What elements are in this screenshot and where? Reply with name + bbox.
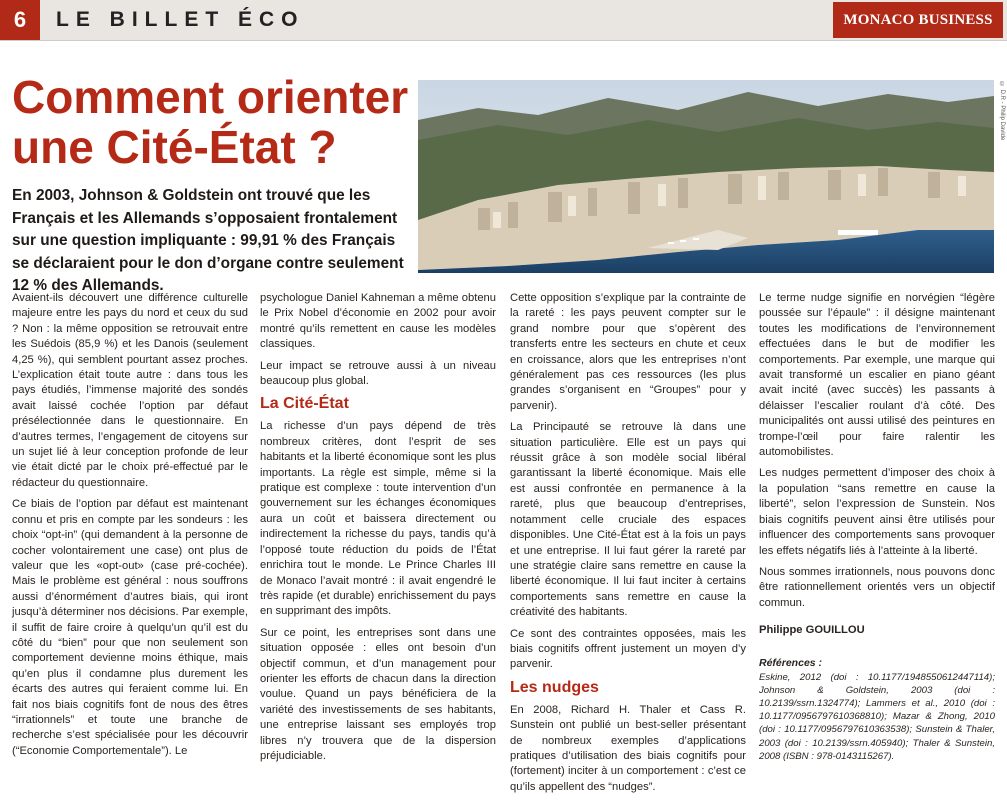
paragraph: psychologue Daniel Kahneman a même obtenu le Prix Nobel d’économie en 2002 pour avoir montré qu’ils remettent en cause les modèles classiques. [260, 292, 496, 351]
title-line-1: Comment orienter [12, 71, 409, 123]
column-2 [260, 291, 496, 770]
page-header [0, 0, 1007, 64]
author-signature: Philippe GOUILLOU [759, 624, 865, 637]
photo-credit: © D.R - Philip Davide [999, 82, 1005, 141]
paragraph: Le terme nudge signifie en norvégien “légère poussée sur l’épaule” : il désigne maintenant toutes les modifications de l’environnement effectuées dans le but de modifier les comportements. Par exemple, une marque qui avait transformé un escalier en piano géant avait incité (avec succès) les passants à délaisser l’escalier roulant d’à côté. Des municipalités ont aussi utilisé des peintures en trompe-l’œil pour faire ralentir les automobilistes. [759, 292, 995, 459]
paragraph: Nous sommes irrationnels, nous pouvons donc être rationnellement orientés vers un objectif commun. [759, 565, 995, 609]
article-title [12, 72, 412, 172]
paragraph: Ce biais de l’option par défaut est maintenant connu et pris en compte par les sondeurs : les choix “opt-in” (qui demandent à la personne de cocher volontairement une case) ont plus de valeur que les «opt-out» (case pré-cochée). Mais le problème est général : nous souffrons aussi d’énormément d’autres biais, qui iront jusqu’à déterminer nos décisions. Par exemple, il suffit de faire croire à quelqu’un qu’il est du côté du “bien” pour que non seulement son comportement devienne moins éthique, mais qu’en plus il condamne plus durement les écarts des autres qui feraient comme lui. En fait nos biais cognitifs font de nous des êtres “irrationnels” et toute une branche de recherche s’est spécialisée pour les découvrir (“Economie Comportementale”). Le [12, 498, 248, 757]
brand-logo: MONACO BUSINESS NEWS [833, 2, 1003, 38]
paragraph: Avaient-ils découvert une différence culturelle majeure entre les pays du nord et ceux du sud ? Non : la même opposition se retrouvait entre les Suédois (85,9 %) et les Danois (seulement 4,25 %), qui semblent pourtant assez proches. L’explication était toute autre : dans tous les pays étudiés, l’immense majorité des sondés avait laissé cochée l’option par défaut présélectionnée dans le questionnaire. En d’autres termes, l’engagement de citoyens sur un sujet lié à leur conception profonde de leur vie était dicté par le choix pré-effectué par le rédacteur du questionnaire. [12, 292, 248, 489]
paragraph: Sur ce point, les entreprises sont dans une situation opposée : elles ont besoin d’un objectif commun, et d’un management pour orienter les efforts de chacun dans la direction voulue. Quand un pays bénéficiera de la variété des investissements de ses habitants, une entreprise laissant ses employés trop libres n’y trouvera que de la dispersion préjudiciable. [260, 626, 496, 762]
paragraph: La richesse d’un pays dépend de très nombreux critères, dont l’esprit de ses habitants et la liberté économique sont les plus importants. La règle est simple, même si la pratique est complexe : toute intervention d’un gouvernement sur les échanges économiques aura un coût et baissera directement ou indirectement la richesse du pays, tandis qu’à l’opposé toute réduction du poids de l’État enrichira tout le monde. Le Prince Charles III de Monaco l’avait montré : il avait engendré le très rapide (et durable) enrichissement du pays en supprimant des impôts. [260, 420, 496, 618]
article-lead: En 2003, Johnson & Goldstein ont trouvé que les Français et les Allemands s’opposaient frontalement sur une question impliquante : 99,91 % des Français se déclaraient pour le don d’organe contre seulement 12 % des Allemands. [12, 187, 404, 294]
column-4 [759, 291, 995, 769]
page-number: 6 [0, 0, 40, 40]
title-line-2: une Cité-État ? [12, 121, 337, 173]
paragraph: La Principauté se retrouve là dans une situation particulière. Elle est un pays qui réussit grâce à son modèle social libéral garantissant la liberté économique. Mais elle est aussi confrontée en permanence à la rareté, plus que beaucoup d’entreprises, notamment celle cruciale des espaces disponibles. Une Cité-État est à la fois un pays et une entreprise. Il lui faut gérer la rareté par une stratégie claire sans remettre en cause la liberté économique. Il lui faut inciter à certains comportements sans remettre en cause la créativité des habitants. [510, 421, 746, 619]
subheading-nudges: Les nudges [510, 678, 599, 696]
paragraph: Les nudges permettent d’imposer des choix à la population “sans remettre en cause la liberté”, selon l’expression de Sunstein. Nos biais cognitifs peuvent ainsi être utilisés pour influencer des comportements sans provoquer les effets négatifs liés à l’atteinte à la liberté. [759, 467, 995, 557]
paragraph: Leur impact se retrouve aussi à un niveau beaucoup plus global. [260, 359, 496, 388]
subheading-cite-etat: La Cité-État [260, 395, 349, 413]
column-1 [12, 291, 248, 765]
monaco-photo [418, 80, 994, 273]
section-title: LE BILLET ÉCO [56, 8, 305, 31]
paragraph: Cette opposition s’explique par la contrainte de la rareté : les pays peuvent compter sur le grand nombre pour que s’opèrent des transferts entre les secteurs en chute et ceux en croissance, alors que les entreprises n’ont généralement pas ces ressources (les plus grandes s’organisent en “Groupes” pour y parvenir). [510, 292, 746, 412]
column-3 [510, 291, 746, 801]
references-heading: Références : [759, 656, 823, 669]
monaco-photo-illustration [418, 80, 994, 273]
references: Eskine, 2012 (doi : 10.1177/1948550612447114); Johnson & Goldstein, 2003 (doi : 10.2139/ssrn.1324774); Lammers et al., 2010 (doi : 10.1177/0956797610368810); Mazar & Zhong, 2010 (doi : 10.1177/0956797610363538); Sunstein & Thaler, 2003 (doi : 10.2139/ssrn.405940); Thaler & Sunstein, 2008 (ISBN : 978-0143115267). [759, 671, 995, 762]
paragraph: En 2008, Richard H. Thaler et Cass R. Sunstein ont publié un best-seller présentant de nombreux exemples d’applications pratiques d’utilisation des biais cognitifs pour (fortement) inciter à un comportement : c’est ce qu’ils appellent des “nudges”. [510, 703, 746, 793]
paragraph: Ce sont des contraintes opposées, mais les biais cognitifs offrent justement un moyen d’y parvenir. [510, 627, 746, 671]
